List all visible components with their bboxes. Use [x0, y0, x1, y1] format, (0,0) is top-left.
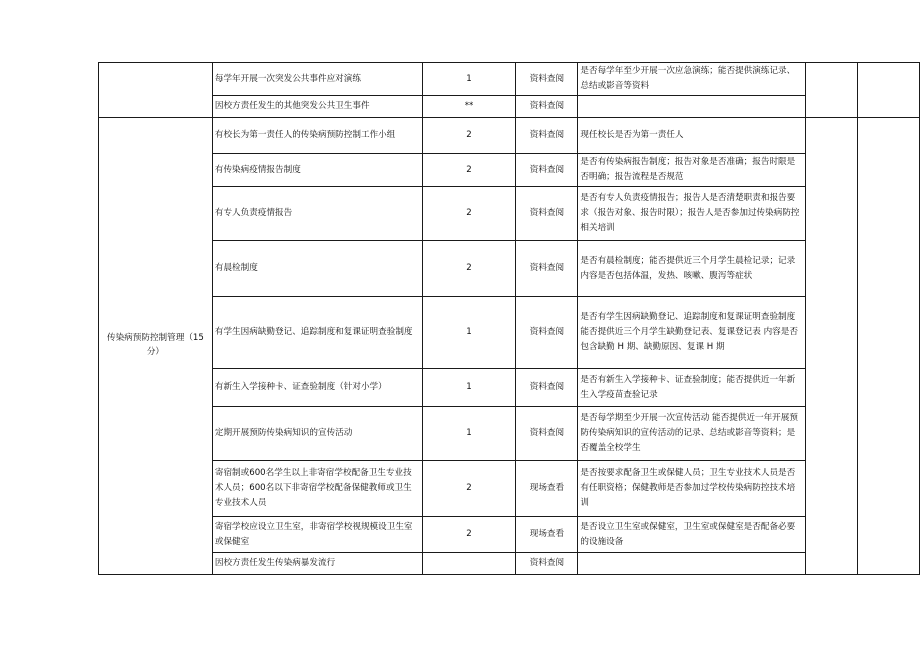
criteria-cell [578, 553, 806, 575]
category-cell: 传染病预防控制管理（15分） [99, 118, 213, 575]
score-cell: ** [422, 96, 516, 118]
item-cell: 有专人负责疫情报告 [212, 187, 422, 241]
method-cell: 资料查阅 [516, 96, 578, 118]
blank-cell [858, 118, 920, 575]
criteria-cell: 是否有学生因病缺勤登记、追踪制度和复课证明查验制度能否提供近三个月学生缺勤登记表、复课登记表 内容是否包含缺勤 H 期、缺勤原因、复课 H 期 [578, 297, 806, 369]
item-cell: 因校方责任发生的其他突发公共卫生事件 [212, 96, 422, 118]
criteria-cell: 是否有晨检制度；能否提供近三个月学生晨检记录；记录内容是否包括体温，发热、咳嗽、腹泻等症状 [578, 241, 806, 297]
table-row [99, 407, 920, 461]
score-cell: 2 [422, 461, 516, 517]
method-cell: 现场查看 [516, 517, 578, 553]
table-row [99, 96, 920, 118]
blank-cell [858, 63, 920, 118]
table-row [99, 369, 920, 407]
criteria-cell [578, 96, 806, 118]
score-cell: 2 [422, 517, 516, 553]
criteria-cell: 是否每学期至少开展一次宣传活动 能否提供近一年开展预防传染病知识的宣传活动的记录、总结或影音等资料；是否覆盖全校学生 [578, 407, 806, 461]
item-cell: 有新生入学接种卡、证查验制度（针对小学） [212, 369, 422, 407]
item-cell: 每学年开展一次突发公共事件应对演练 [212, 63, 422, 96]
score-cell: 1 [422, 369, 516, 407]
blank-cell [806, 118, 858, 575]
score-cell: 2 [422, 241, 516, 297]
criteria-cell: 是否设立卫生室或保健室，卫生室或保健室是否配备必要的设施设备 [578, 517, 806, 553]
category-cell-empty [99, 63, 213, 118]
method-cell: 资料查阅 [516, 63, 578, 96]
score-cell [422, 553, 516, 575]
score-cell: 2 [422, 118, 516, 154]
method-cell: 资料查阅 [516, 118, 578, 154]
item-cell: 有传染病疫情报告制度 [212, 154, 422, 187]
table-row [99, 297, 920, 369]
item-cell: 有校长为第一责任人的传染病预防控制工作小组 [212, 118, 422, 154]
assessment-table [98, 62, 920, 575]
method-cell: 资料查阅 [516, 241, 578, 297]
criteria-cell: 是否每学年至少开展一次应急演练；能否提供演练记录、总结或影音等资料 [578, 63, 806, 96]
criteria-cell: 现任校长是否为第一责任人 [578, 118, 806, 154]
method-cell: 资料查阅 [516, 297, 578, 369]
item-cell: 寄宿制或600名学生以上非寄宿学校配备卫生专业技术人员；600名以下非寄宿学校配备保健教师或卫生专业技术人员 [212, 461, 422, 517]
table-row [99, 241, 920, 297]
method-cell: 资料查阅 [516, 369, 578, 407]
table-row [99, 461, 920, 517]
criteria-cell: 是否有传染病报告制度；报告对象是否准确；报告时限是否明确；报告流程是否规范 [578, 154, 806, 187]
score-cell: 1 [422, 297, 516, 369]
method-cell: 资料查阅 [516, 407, 578, 461]
score-cell: 1 [422, 63, 516, 96]
item-cell: 因校方责任发生传染病暴发流行 [212, 553, 422, 575]
method-cell: 资料查阅 [516, 187, 578, 241]
table-row [99, 553, 920, 575]
table-row [99, 517, 920, 553]
table-row [99, 154, 920, 187]
criteria-cell: 是否按要求配备卫生或保健人员；卫生专业技术人员是否有任职资格；保健教师是否参加过学校传染病防控技术培训 [578, 461, 806, 517]
table-row [99, 118, 920, 154]
item-cell: 定期开展预防传染病知识的宣传活动 [212, 407, 422, 461]
blank-cell [806, 63, 858, 118]
score-cell: 1 [422, 407, 516, 461]
score-cell: 2 [422, 187, 516, 241]
method-cell: 资料查阅 [516, 154, 578, 187]
method-cell: 现场查看 [516, 461, 578, 517]
item-cell: 有晨检制度 [212, 241, 422, 297]
score-cell: 2 [422, 154, 516, 187]
item-cell: 寄宿学校应设立卫生室，非寄宿学校视规模设卫生室或保健室 [212, 517, 422, 553]
method-cell: 资料查阅 [516, 553, 578, 575]
table-row [99, 63, 920, 96]
table-row [99, 187, 920, 241]
criteria-cell: 是否有专人负责疫情报告；报告人是否清楚职责和报告要求（报告对象、报告时限）；报告人是否参加过传染病防控相关培训 [578, 187, 806, 241]
item-cell: 有学生因病缺勤登记、追踪制度和复课证明查验制度 [212, 297, 422, 369]
criteria-cell: 是否有新生入学接种卡、证查验制度；能否提供近一年新生入学疫苗查验记录 [578, 369, 806, 407]
